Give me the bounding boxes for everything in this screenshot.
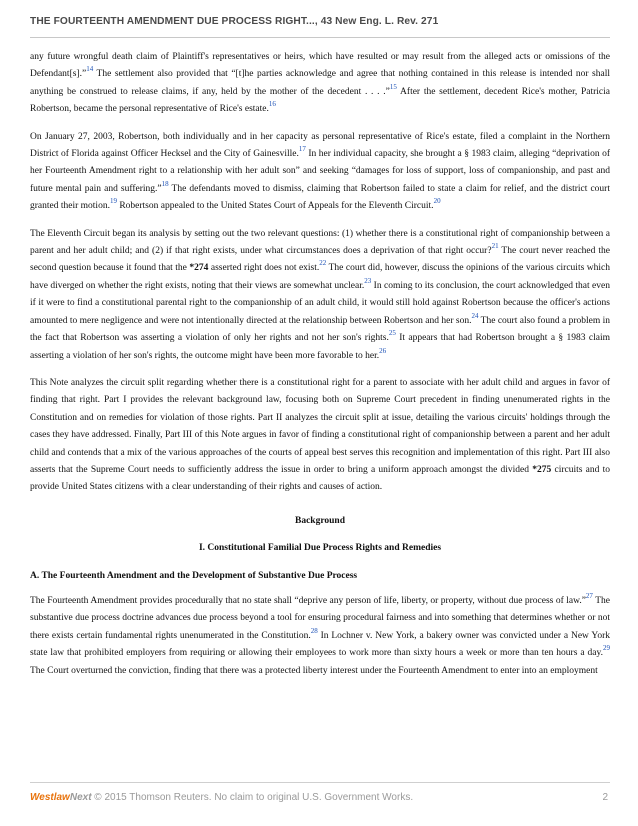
footnote-link[interactable]: 16 bbox=[268, 100, 276, 109]
footnote-link[interactable]: 29 bbox=[603, 644, 610, 653]
heading-section-a: A. The Fourteenth Amendment and the Development of Substantive Due Process bbox=[30, 570, 358, 581]
footnote-link[interactable]: 14 bbox=[86, 65, 94, 74]
footnote-link[interactable]: 23 bbox=[364, 276, 372, 285]
footnote-link[interactable]: 21 bbox=[491, 242, 499, 251]
star-page-marker: *275 bbox=[532, 464, 552, 475]
star-page-marker: *274 bbox=[189, 263, 209, 274]
paragraph-fourteenth-amendment: The Fourteenth Amendment provides procedurally that no state shall “deprive any person of life, liberty, or property, without due process of law.”$^{27}$ The substantive due process doctrine advances due process beyond a tool for ensuring procedural fairness and into something that determines whether or not there exists certain fundamental rights unenumerated in the Constitution.$^{28}$ In Lochner v. New York, a bakery owner was convicted under a New York state law that prohibited employers from requiring or allowing their employees to work more than sixty hours a week or more than ten hours a day.$^{29}$ The Court overturned the conviction, finding that there was a protected liberty interest under the Fourteenth Amendment to enter into an employment bbox=[30, 591, 610, 676]
footnote-link[interactable]: 25 bbox=[388, 329, 396, 338]
paragraph-eleventh-circuit: The Eleventh Circuit began its analysis by setting out the two relevant questions: (1) whether there is a constitutional right of companionship between a parent and her adult child; and (2) if that right exists, under what circumstances does a deprivation of that right occur?$^{21}$ The court never reached the second question because it found that the *274 asserted right does not exist.$^{22}$ The court did, however, discuss the opinions of the various circuits which have diverged on whether the right exists, noting that their views are somewhat unclear.$^{23}$ In coming to its conclusion, the court acknowledged that even if it were to find a constitutional parental right to the companionship of an adult child, it would still hold against Robertson because the officer's actions amounted to mere negligence and were not intentionally directed at the relationship between Robertson and her son.$^{24}$ The court also found a problem in the fact that Robertson was asserting a violation of only her rights and not her son's rights.$^{25}$ It appears that had Robertson brought a § 1983 claim asserting a violation of her son's rights, the outcome might have been more favorable to her.$^{26}$ bbox=[30, 228, 611, 361]
heading-background: Background bbox=[295, 515, 345, 526]
footnote-link[interactable]: 28 bbox=[310, 626, 318, 635]
paragraph-note-overview: This Note analyzes the circuit split regarding whether there is a constitutional right for a parent to associate with her adult child and argues in favor of finding that right. Part I provides the relevant background law, focusing both on Supreme Court precedent in finding unenumerated rights in the Constitution and on remedies for violation of those rights. Part II analyzes the circuit split at issue, detailing the various circuits' holdings through the cases they have addressed. Finally, Part III of this Note argues in favor of finding a constitutional right of companionship between a parent and her adult child and contends that a mix of the various approaches of the courts of appeal best serves this recognition and implementation of this right. Part III also asserts that the Supreme Court needs to sufficiently address the issue in order to bring a uniform approach amongst the divided *275 circuits and to provide United States citizens with a clear understanding of their rights and causes of action. bbox=[30, 377, 610, 493]
paragraph-complaint: On January 27, 2003, Robertson, both individually and in her capacity as personal representative of Rice's estate, filed a complaint in the Northern District of Florida against Officer Hecksel and the City of Gainesville.$^{17}$ In her individual capacity, she brought a § 1983 claim, alleging “deprivation of her Fourteenth Amendment right to a relationship with her adult son” and seeking “damages for loss of support, loss of companionship, and past and future mental pain and suffering.”$^{18}$ The defendants moved to dismiss, claiming that Robertson failed to state a claim for relief, and the district court granted their motion.$^{19}$ Robertson appealed to the United States Court of Appeals for the Eleventh Circuit.$^{20}$ bbox=[30, 131, 610, 212]
footnote-link[interactable]: 19 bbox=[109, 197, 117, 206]
header-divider bbox=[30, 37, 610, 38]
footnote-link[interactable]: 22 bbox=[319, 259, 327, 268]
footnote-link[interactable]: 17 bbox=[298, 145, 306, 154]
document-body bbox=[30, 49, 610, 690]
footer-divider bbox=[30, 782, 610, 783]
footnote-link[interactable]: 26 bbox=[379, 346, 387, 355]
footnote-link[interactable]: 24 bbox=[471, 311, 479, 320]
running-header: THE FOURTEENTH AMENDMENT DUE PROCESS RIGHT..., 43 New Eng. L. Rev. 271 bbox=[30, 16, 439, 27]
page-footer bbox=[30, 792, 608, 808]
heading-section-1: I. Constitutional Familial Due Process Rights and Remedies bbox=[198, 543, 442, 554]
footnote-link[interactable]: 27 bbox=[585, 591, 593, 600]
westlaw-next-logo: WestlawNext bbox=[30, 792, 92, 803]
footnote-link[interactable]: 18 bbox=[161, 179, 169, 188]
paragraph-settlement: any future wrongful death claim of Plaintiff's representatives or heirs, which have resulted or may result from the alleged acts or omissions of the Defendant[s].”$^{14}$ The settlement also provided that “[t]he parties acknowledge and agree that nothing contained in this release is intended nor shall anything be construed to release claims, if any, held by the mother of the decedent . . . .”$^{15}$ After the settlement, decedent Rice's mother, Patricia Robertson, became the personal representative of Rice's estate.$^{16}$ bbox=[30, 52, 610, 115]
footnote-link[interactable]: 20 bbox=[433, 197, 441, 206]
copyright-notice: © 2015 Thomson Reuters. No claim to original U.S. Government Works. bbox=[91, 792, 414, 803]
page-number: 2 bbox=[602, 792, 608, 803]
footnote-link[interactable]: 15 bbox=[389, 82, 397, 91]
